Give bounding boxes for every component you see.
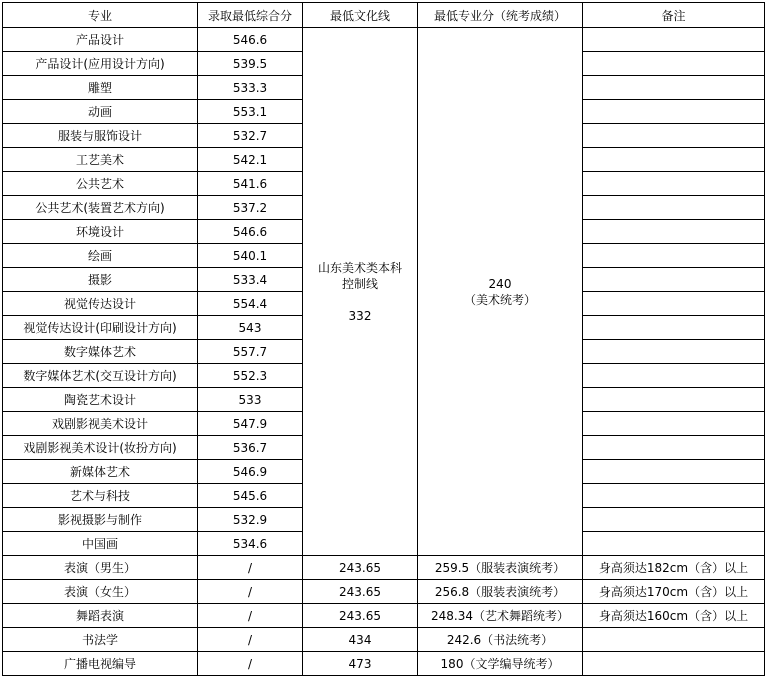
major-cell: 戏剧影视美术设计 [3,412,198,436]
major-cell: 表演（女生） [3,580,198,604]
remarks-cell [583,76,765,100]
major-cell: 陶瓷艺术设计 [3,388,198,412]
major-cell: 中国画 [3,532,198,556]
culture-line-cell: 243.65 [303,604,418,628]
remarks-cell: 身高须达160cm（含）以上 [583,604,765,628]
header-row [3,3,765,28]
professional-score-cell: 259.5（服装表演统考） [418,556,583,580]
composite-score-cell: 533.3 [198,76,303,100]
composite-score-cell: 546.6 [198,28,303,52]
table-row [3,28,765,52]
major-cell: 动画 [3,100,198,124]
remarks-cell [583,364,765,388]
composite-score-cell: 533 [198,388,303,412]
composite-score-cell: 546.6 [198,220,303,244]
composite-score-cell: 545.6 [198,484,303,508]
remarks-cell [583,196,765,220]
header-major: 专业 [3,3,198,28]
remarks-cell [583,412,765,436]
composite-score-cell: 552.3 [198,364,303,388]
remarks-cell [583,628,765,652]
professional-score-cell: 256.8（服装表演统考） [418,580,583,604]
art-culture-line-cell [303,28,418,556]
major-cell: 产品设计 [3,28,198,52]
remarks-cell [583,460,765,484]
table-row [3,604,765,628]
major-cell: 绘画 [3,244,198,268]
composite-score-cell: 532.7 [198,124,303,148]
composite-score-cell: 532.9 [198,508,303,532]
remarks-cell [583,292,765,316]
culture-line-cell: 434 [303,628,418,652]
remarks-cell [583,100,765,124]
major-cell: 摄影 [3,268,198,292]
major-cell: 艺术与科技 [3,484,198,508]
professional-score-cell: 180（文学编导统考） [418,652,583,676]
remarks-cell [583,436,765,460]
table-row [3,556,765,580]
composite-score-cell: 547.9 [198,412,303,436]
header-min-professional-score: 最低专业分（统考成绩） [418,3,583,28]
remarks-cell [583,220,765,244]
remarks-cell: 身高须达170cm（含）以上 [583,580,765,604]
culture-line-cell: 473 [303,652,418,676]
major-cell: 服装与服饰设计 [3,124,198,148]
composite-score-cell: 543 [198,316,303,340]
header-remarks: 备注 [583,3,765,28]
culture-line-value: 332 [348,308,372,323]
major-cell: 公共艺术(装置艺术方向) [3,196,198,220]
professional-score-value: 240 [488,276,512,291]
composite-score-cell: 536.7 [198,436,303,460]
composite-score-cell: / [198,580,303,604]
major-cell: 新媒体艺术 [3,460,198,484]
table-row [3,652,765,676]
remarks-cell [583,340,765,364]
composite-score-cell: 541.6 [198,172,303,196]
table-row [3,628,765,652]
remarks-cell: 身高须达182cm（含）以上 [583,556,765,580]
major-cell: 工艺美术 [3,148,198,172]
culture-line-cell: 243.65 [303,580,418,604]
composite-score-cell: / [198,628,303,652]
remarks-cell [583,532,765,556]
remarks-cell [583,316,765,340]
culture-line-cell: 243.65 [303,556,418,580]
remarks-cell [583,484,765,508]
composite-score-cell: / [198,652,303,676]
remarks-cell [583,244,765,268]
remarks-cell [583,268,765,292]
remarks-cell [583,388,765,412]
major-cell: 数字媒体艺术(交互设计方向) [3,364,198,388]
professional-score-note: （美术统考） [463,292,536,307]
major-cell: 数字媒体艺术 [3,340,198,364]
remarks-cell [583,52,765,76]
professional-score-cell: 248.34（艺术舞蹈统考） [418,604,583,628]
major-cell: 视觉传达设计 [3,292,198,316]
major-cell: 舞蹈表演 [3,604,198,628]
composite-score-cell: / [198,604,303,628]
major-cell: 雕塑 [3,76,198,100]
header-min-composite-score: 录取最低综合分 [198,3,303,28]
remarks-cell [583,508,765,532]
major-cell: 环境设计 [3,220,198,244]
major-cell: 广播电视编导 [3,652,198,676]
composite-score-cell: / [198,556,303,580]
composite-score-cell: 553.1 [198,100,303,124]
major-cell: 产品设计(应用设计方向) [3,52,198,76]
composite-score-cell: 539.5 [198,52,303,76]
art-professional-score-cell [418,28,583,556]
composite-score-cell: 542.1 [198,148,303,172]
art-group-body [3,28,765,556]
composite-score-cell: 533.4 [198,268,303,292]
major-cell: 书法学 [3,628,198,652]
composite-score-cell: 546.9 [198,460,303,484]
header-min-culture-line: 最低文化线 [303,3,418,28]
major-cell: 戏剧影视美术设计(妆扮方向) [3,436,198,460]
major-cell: 视觉传达设计(印刷设计方向) [3,316,198,340]
table-row [3,580,765,604]
culture-line-label-line2: 控制线 [341,276,378,291]
composite-score-cell: 557.7 [198,340,303,364]
remarks-cell [583,652,765,676]
composite-score-cell: 537.2 [198,196,303,220]
remarks-cell [583,124,765,148]
major-cell: 表演（男生） [3,556,198,580]
composite-score-cell: 554.4 [198,292,303,316]
composite-score-cell: 534.6 [198,532,303,556]
major-cell: 影视摄影与制作 [3,508,198,532]
composite-score-cell: 540.1 [198,244,303,268]
professional-score-cell: 242.6（书法统考） [418,628,583,652]
remarks-cell [583,148,765,172]
major-cell: 公共艺术 [3,172,198,196]
other-majors-body [3,556,765,676]
remarks-cell [583,172,765,196]
remarks-cell [583,28,765,52]
admission-score-table [2,2,765,676]
culture-line-label-line1: 山东美术类本科 [317,260,402,275]
